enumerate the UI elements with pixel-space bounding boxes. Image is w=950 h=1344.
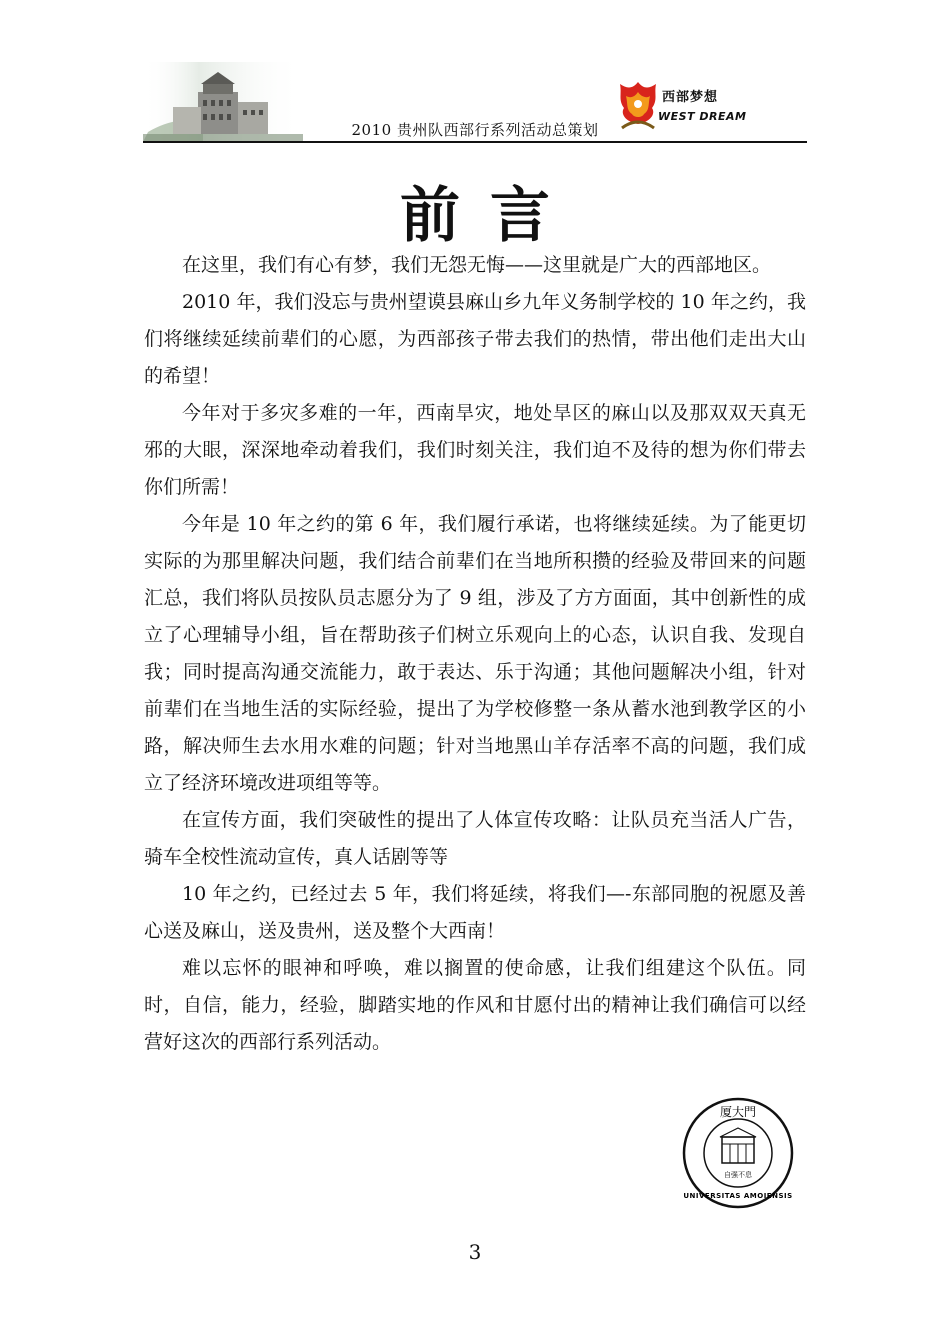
paragraph: 2010 年，我们没忘与贵州望谟县麻山乡九年义务制学校的 10 年之约，我们将继续延续前辈们的心愿，为西部孩子带去我们的热情，带出他们走出大山的希望！ <box>144 291 806 387</box>
page-number: 3 <box>468 1240 482 1264</box>
document-title: 前言 <box>400 181 580 251</box>
west-dream-logo <box>616 78 766 134</box>
logo-english-text: WEST DREAM <box>658 110 747 123</box>
seal-top-text: 厦大門 <box>719 1105 757 1119</box>
seal-ring-text: UNIVERSITAS AMOIENSIS <box>683 1192 793 1200</box>
header-title: 2010 贵州队西部行系列活动总策划 <box>351 121 599 139</box>
logo-chinese-text: 西部梦想 <box>662 90 719 105</box>
paragraph: 在宣传方面，我们突破性的提出了人体宣传攻略：让队员充当活人广告，骑车全校性流动宣传，真人话剧等等 <box>144 809 806 868</box>
paragraph: 在这里，我们有心有梦，我们无怨无悔——这里就是广大的西部地区。 <box>182 254 772 276</box>
page-header <box>0 0 950 150</box>
flame-figure-icon <box>616 78 660 134</box>
document-body <box>144 247 806 1061</box>
header-divider <box>143 141 807 143</box>
paragraph: 难以忘怀的眼神和呼唤，难以搁置的使命感，让我们组建这个队伍。同时，自信，能力，经验，脚踏实地的作风和甘愿付出的精神让我们确信可以经营好这次的西部行系列活动。 <box>144 957 806 1053</box>
paragraph: 10 年之约，已经过去 5 年，我们将延续，将我们—-东部同胞的祝愿及善心送及麻山，送及贵州，送及整个大西南！ <box>144 883 806 942</box>
paragraph: 今年是 10 年之约的第 6 年，我们履行承诺，也将继续延续。为了能更切实际的为那里解决问题，我们结合前辈们在当地所积攒的经验及带回来的问题汇总，我们将队员按队员志愿分为了 9 组，涉及了方方面面，其中创新性的成立了心理辅导小组，旨在帮助孩子们树立乐观向上的心态，认识自我、发现自我；同时提高沟通交流能力，敢于表达、乐于沟通；其他问题解决小组，针对前辈们在当地生活的实际经验，提出了为学校修整一条从蓄水池到教学区的小路，解决师生去水用水难的问题；针对当地黑山羊存活率不高的问题，我们成立了经济环境改进项组等等。 <box>144 513 806 794</box>
paragraph: 今年对于多灾多难的一年，西南旱灾，地处旱区的麻山以及那双双天真无邪的大眼，深深地牵动着我们，我们时刻关注，我们迫不及待的想为你们带去你们所需！ <box>144 402 806 498</box>
seal-emblem-icon <box>720 1128 756 1163</box>
seal-motto: 自强不息 <box>724 1171 752 1179</box>
university-seal <box>682 1097 794 1209</box>
